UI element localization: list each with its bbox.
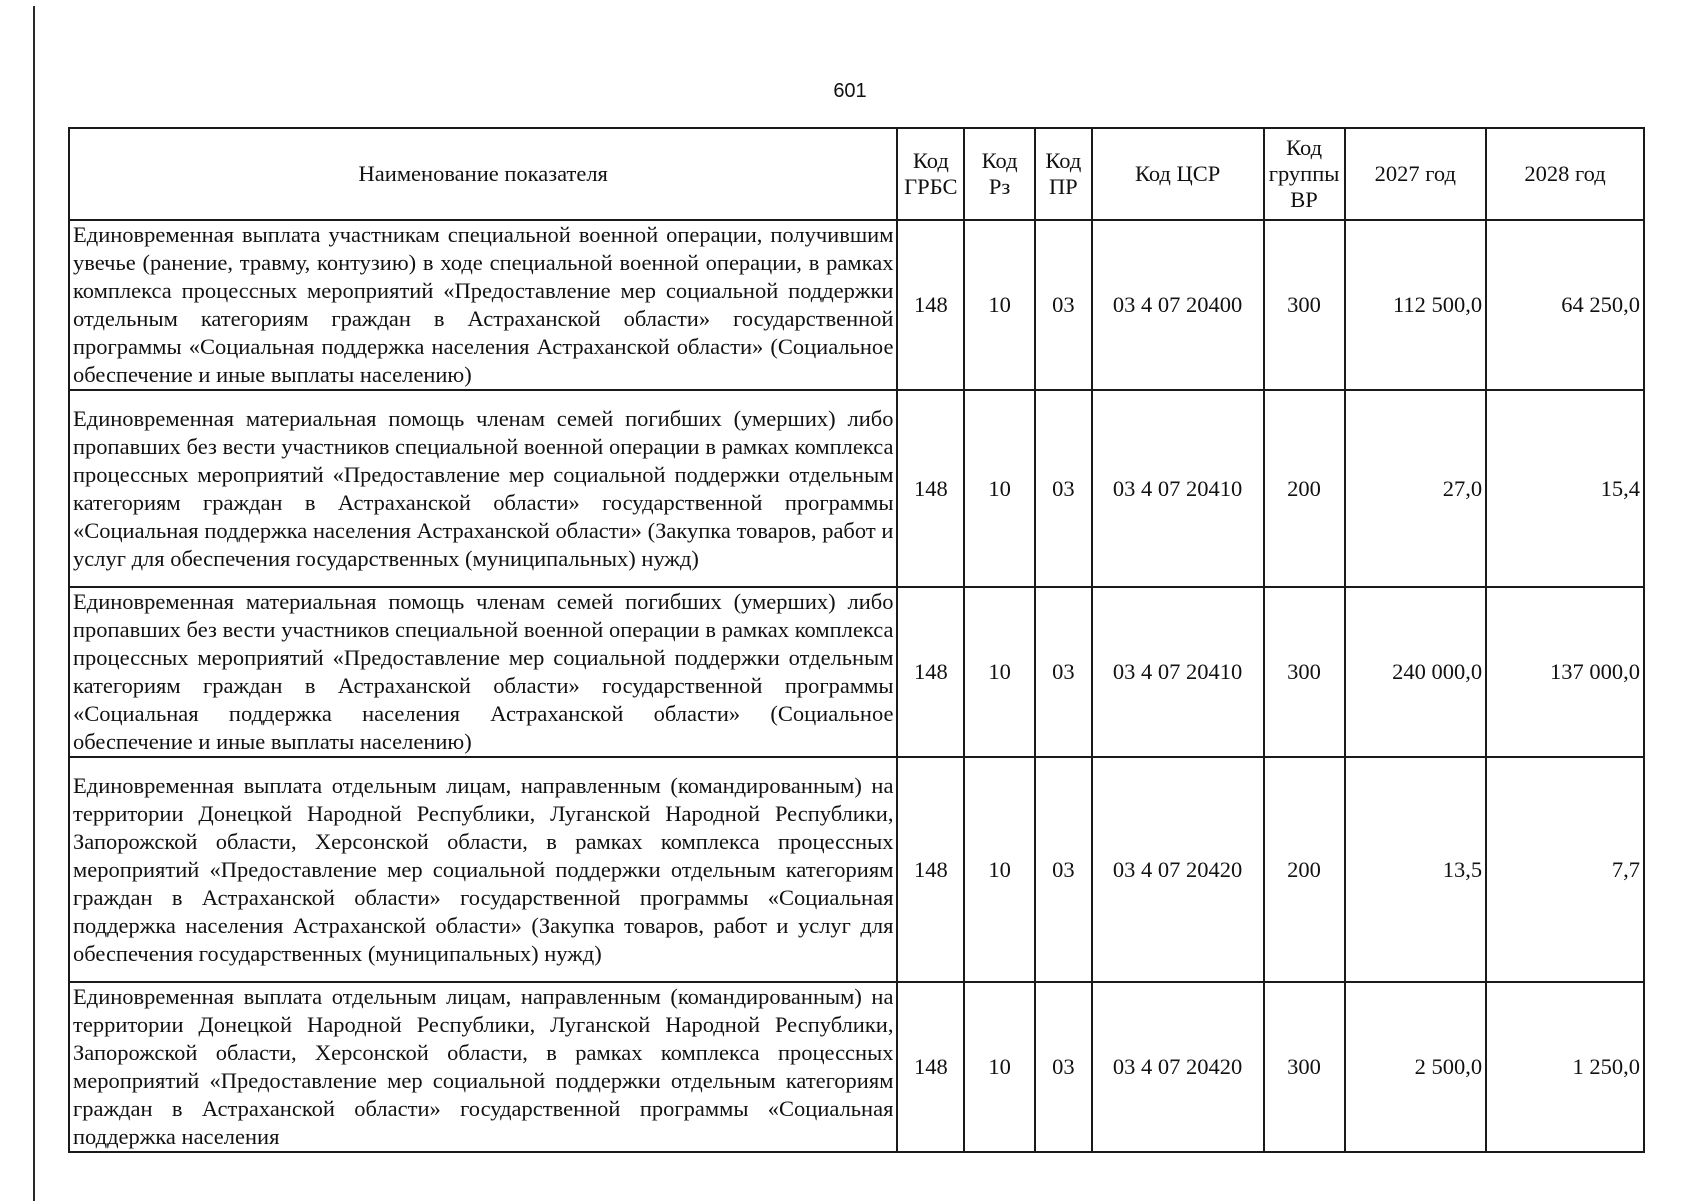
row-value-2028: 15,4 bbox=[1486, 390, 1644, 587]
row-name: Единовременная материальная помощь членам семей погибших (умерших) либо пропавших без вести участников специальной военной операции в рамках комплекса процессных мероприятий «Предоставление мер социальной поддержки отдельным категориям граждан в Астраханской области» государственной программы «Социальная поддержка населения Астраханской области» (Закупка товаров, работ и услуг для обеспечения государственных (муниципальных) нужд) bbox=[69, 390, 897, 587]
table-row bbox=[69, 982, 1644, 1152]
row-rz: 10 bbox=[964, 757, 1035, 982]
row-name: Единовременная выплата отдельным лицам, направленным (командированным) на территории Донецкой Народной Республики, Луганской Народной Республики, Запорожской области, Херсонской области, в рамках комплекса процессных мероприятий «Предоставление мер социальной поддержки отдельным категориям граждан в Астраханской области» государственной программы «Социальная поддержка населения bbox=[73, 984, 894, 1149]
row-value-2027: 13,5 bbox=[1345, 757, 1487, 982]
table-row bbox=[69, 390, 1644, 587]
row-vr: 300 bbox=[1264, 982, 1345, 1152]
row-value-2028: 1 250,0 bbox=[1486, 982, 1644, 1152]
row-rz: 10 bbox=[964, 587, 1035, 757]
row-grbs: 148 bbox=[897, 390, 964, 587]
row-vr: 300 bbox=[1264, 220, 1345, 390]
header-pr: Код ПР bbox=[1035, 128, 1092, 220]
row-pr: 03 bbox=[1035, 587, 1092, 757]
row-value-2028: 64 250,0 bbox=[1486, 220, 1644, 390]
header-row bbox=[69, 128, 1644, 220]
header-vr: Код группы ВР bbox=[1264, 128, 1345, 220]
row-rz: 10 bbox=[964, 390, 1035, 587]
row-name-cell bbox=[69, 982, 897, 1152]
table-header bbox=[69, 128, 1644, 220]
row-pr: 03 bbox=[1035, 757, 1092, 982]
header-grbs: Код ГРБС bbox=[897, 128, 964, 220]
header-2028: 2028 год bbox=[1486, 128, 1644, 220]
table-row bbox=[69, 220, 1644, 390]
row-vr: 200 bbox=[1264, 757, 1345, 982]
row-grbs: 148 bbox=[897, 757, 964, 982]
table-body bbox=[69, 220, 1644, 1152]
row-vr: 200 bbox=[1264, 390, 1345, 587]
header-csr: Код ЦСР bbox=[1092, 128, 1264, 220]
row-csr: 03 4 07 20420 bbox=[1092, 757, 1264, 982]
table-row bbox=[69, 757, 1644, 982]
row-rz: 10 bbox=[964, 220, 1035, 390]
row-csr: 03 4 07 20420 bbox=[1092, 982, 1264, 1152]
row-csr: 03 4 07 20400 bbox=[1092, 220, 1264, 390]
row-grbs: 148 bbox=[897, 220, 964, 390]
row-value-2027: 112 500,0 bbox=[1345, 220, 1487, 390]
row-rz: 10 bbox=[964, 982, 1035, 1152]
row-name: Единовременная выплата участникам специальной военной операции, получившим увечье (ранение, травму, контузию) в ходе специальной военной операции, в рамках комплекса процессных мероприятий «Предоставление мер социальной поддержки отдельным категориям граждан в Астраханской области» государственной программы «Социальная поддержка населения Астраханской области» (Социальное обеспечение и иные выплаты населению) bbox=[69, 220, 897, 390]
row-grbs: 148 bbox=[897, 982, 964, 1152]
page-number: 601 bbox=[833, 80, 867, 102]
row-grbs: 148 bbox=[897, 587, 964, 757]
row-value-2027: 240 000,0 bbox=[1345, 587, 1487, 757]
table-row bbox=[69, 587, 1644, 757]
row-vr: 300 bbox=[1264, 587, 1345, 757]
row-value-2027: 27,0 bbox=[1345, 390, 1487, 587]
row-pr: 03 bbox=[1035, 390, 1092, 587]
header-2027: 2027 год bbox=[1345, 128, 1487, 220]
row-name: Единовременная материальная помощь членам семей погибших (умерших) либо пропавших без вести участников специальной военной операции в рамках комплекса процессных мероприятий «Предоставление мер социальной поддержки отдельным категориям граждан в Астраханской области» государственной программы «Социальная поддержка населения Астраханской области» (Социальное обеспечение и иные выплаты населению) bbox=[69, 587, 897, 757]
header-rz: Код Рз bbox=[964, 128, 1035, 220]
row-value-2028: 7,7 bbox=[1486, 757, 1644, 982]
row-value-2027: 2 500,0 bbox=[1345, 982, 1487, 1152]
row-csr: 03 4 07 20410 bbox=[1092, 587, 1264, 757]
row-name: Единовременная выплата отдельным лицам, направленным (командированным) на территории Донецкой Народной Республики, Луганской Народной Республики, Запорожской области, Херсонской области, в рамках комплекса процессных мероприятий «Предоставление мер социальной поддержки отдельным категориям граждан в Астраханской области» государственной программы «Социальная поддержка населения Астраханской области» (Закупка товаров, работ и услуг для обеспечения государственных (муниципальных) нужд) bbox=[69, 757, 897, 982]
row-pr: 03 bbox=[1035, 220, 1092, 390]
budget-table bbox=[68, 127, 1645, 1153]
page-binding-line bbox=[33, 6, 35, 1201]
row-pr: 03 bbox=[1035, 982, 1092, 1152]
row-csr: 03 4 07 20410 bbox=[1092, 390, 1264, 587]
header-name: Наименование показателя bbox=[69, 128, 897, 220]
row-value-2028: 137 000,0 bbox=[1486, 587, 1644, 757]
